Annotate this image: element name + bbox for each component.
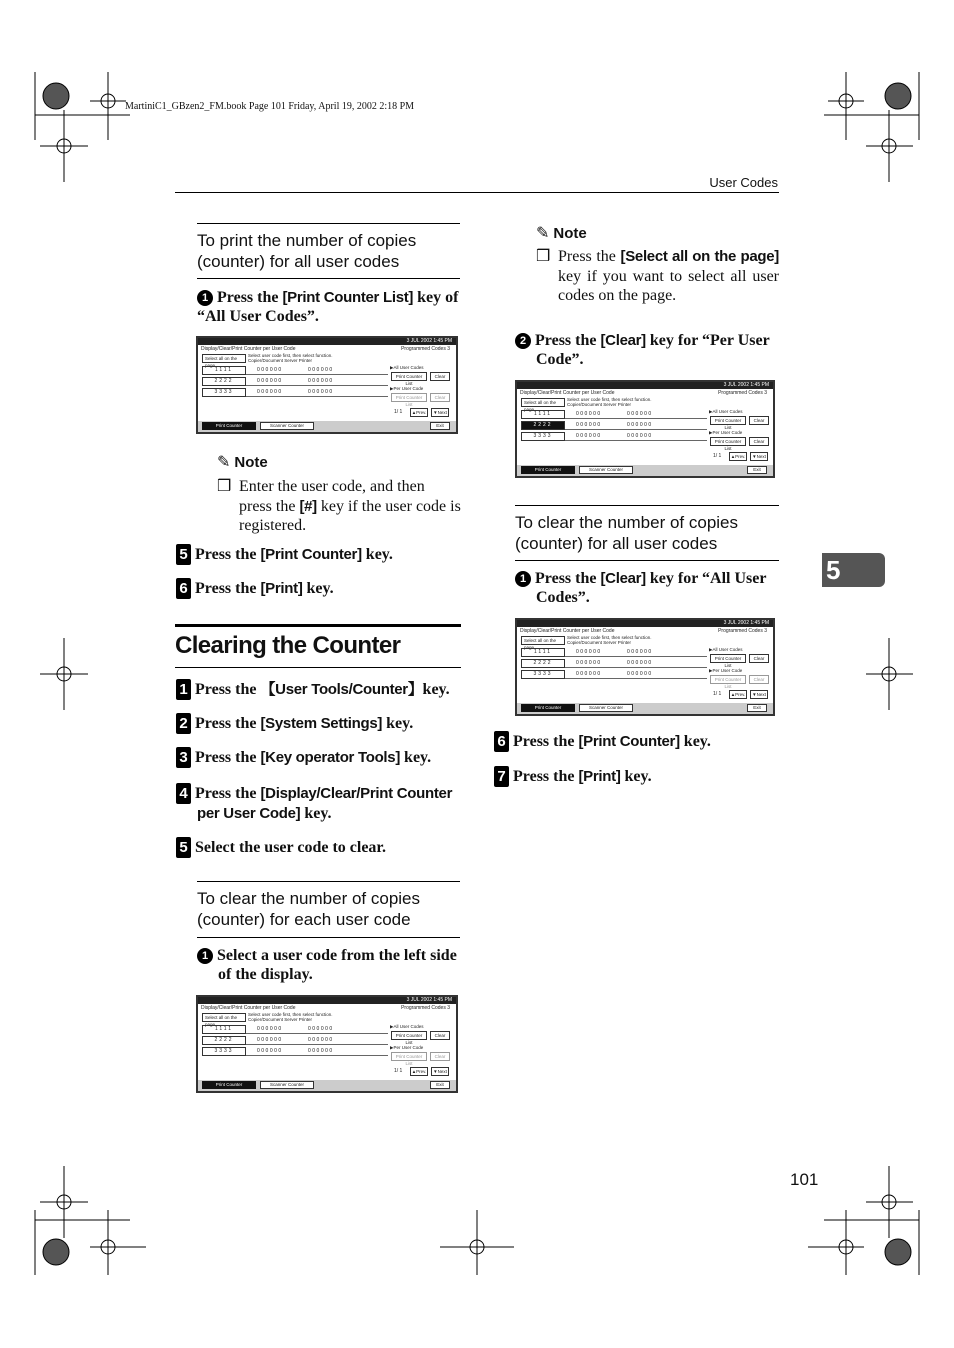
exit-button[interactable]: Exit — [747, 704, 767, 712]
step-select-user-code: 1 Select a user code from the left side of the display. — [197, 946, 462, 984]
step-number: 4 — [176, 783, 191, 804]
clear-step-1: 1 Press the 【User Tools/Counter】key. — [176, 679, 450, 700]
clear-all-button[interactable]: Clear — [430, 1031, 450, 1040]
step-number: 6 — [176, 578, 191, 599]
clear-per-button[interactable]: Clear — [749, 675, 769, 684]
heading-rule-bottom — [175, 667, 461, 668]
step-clear-per-user: 2 Press the [Clear] key for “Per User Code”. — [515, 331, 779, 369]
step-5-print-counter: 5 Press the [Print Counter] key. — [176, 544, 393, 565]
step-number: 2 — [176, 713, 191, 734]
programmed-codes: Programmed Codes 3 — [401, 1005, 450, 1011]
print-counter-tab[interactable]: Print Counter — [202, 1081, 256, 1089]
page-indicator: 1/ 1 — [713, 691, 722, 697]
print-counter-list-per-button[interactable]: Print Counter List — [391, 393, 427, 402]
prev-button[interactable]: ▲Prev. — [730, 692, 746, 697]
step-6-print: 6 Press the [Print] key. — [176, 578, 334, 599]
screen-counter-display-1 — [196, 336, 458, 434]
user-code-row[interactable]: 2222 000000 000000 — [202, 1036, 388, 1045]
key-label: [Select all on the page] — [620, 248, 780, 265]
status-bar: 3 JUL 2002 1:45 PM — [517, 382, 773, 389]
subhead-rule-bottom — [197, 937, 460, 938]
user-code-row[interactable]: 2222 000000 000000 — [202, 377, 388, 386]
clear-per-button[interactable]: Clear — [430, 1052, 450, 1061]
step-number: 7 — [494, 766, 509, 787]
key-label: [Print] — [578, 768, 621, 785]
note-text-2: ❒ Press the [Select all on the page] key if you want to select all user codes on the page. — [536, 248, 780, 304]
print-counter-tab[interactable]: Print Counter — [521, 466, 575, 474]
clear-all-button[interactable]: Clear — [749, 654, 769, 663]
select-all-button[interactable]: Select all on the page — [202, 354, 246, 363]
instruction: Select user code first, then select function. Copier/Document Server Printer — [567, 397, 652, 407]
print-counter-tab[interactable]: Print Counter — [521, 704, 575, 712]
print-counter-list-per-button[interactable]: Print Counter List — [710, 675, 746, 684]
key-label: [Print] — [260, 580, 303, 597]
page-number: 101 — [790, 1170, 819, 1189]
prev-button[interactable]: ▲Prev. — [411, 1069, 427, 1074]
clear-per-button[interactable]: Clear — [430, 393, 450, 402]
heading-rule-top — [175, 624, 461, 627]
programmed-codes: Programmed Codes 3 — [718, 390, 767, 396]
user-code-row[interactable]: 2222 000000 000000 — [521, 659, 707, 668]
user-code-row[interactable]: 3333 000000 000000 — [202, 388, 388, 397]
select-all-button[interactable]: Select all on the page — [521, 398, 565, 407]
exit-button[interactable]: Exit — [430, 422, 450, 430]
subhead-clear-all: To clear the number of copies (counter) for all user codes — [515, 513, 739, 553]
pencil-icon: ✎ — [536, 225, 550, 242]
user-code-row[interactable]: 3333 000000 000000 — [521, 432, 707, 441]
select-all-button[interactable]: Select all on the page — [202, 1013, 246, 1022]
subhead-rule-bottom — [515, 560, 779, 561]
scanner-counter-tab[interactable]: Scanner Counter — [579, 704, 633, 712]
page-indicator: 1/ 1 — [394, 409, 403, 415]
screen-title: Display/Clear/Print Counter per User Code — [201, 1005, 296, 1011]
next-button[interactable]: ▼Next — [431, 1067, 449, 1076]
step-print-counter-list: 1 Press the [Print Counter List] key of “All User Codes”. — [197, 289, 459, 325]
running-title: User Codes — [709, 175, 778, 190]
print-counter-list-button[interactable]: Print Counter List — [391, 1031, 427, 1040]
note-text-1: ❒ Enter the user code, and then press the [#] key if the user code is registered. — [217, 478, 461, 534]
subhead-rule-bottom — [197, 278, 460, 279]
instruction: Select user code first, then select function. Copier/Document Server Printer — [248, 1012, 333, 1022]
screen-counter-display-3 — [515, 380, 775, 478]
programmed-codes: Programmed Codes 3 — [401, 346, 450, 352]
note-block-2 — [536, 223, 587, 243]
all-user-codes-label: ▶All User Codes — [390, 365, 424, 370]
all-user-codes-label: ▶All User Codes — [390, 1024, 424, 1029]
header-rule — [175, 192, 779, 193]
user-code-row[interactable]: 1111 000000 000000 — [202, 366, 388, 375]
scanner-counter-tab[interactable]: Scanner Counter — [260, 422, 314, 430]
note-title: Note — [553, 225, 587, 242]
clear-step-5: 5 Select the user code to clear. — [176, 837, 386, 858]
print-counter-list-per-button[interactable]: Print Counter List — [391, 1052, 427, 1061]
instruction: Select user code first, then select function. Copier/Document Server Printer — [567, 635, 652, 645]
step-number: 1 — [515, 571, 531, 587]
user-code-row[interactable]: 3333 000000 000000 — [202, 1047, 388, 1056]
prev-button[interactable]: ▲Prev. — [411, 410, 427, 415]
screen-counter-display-4 — [515, 618, 775, 716]
clear-all-button[interactable]: Clear — [430, 372, 450, 381]
all-user-codes-label: ▶All User Codes — [709, 409, 743, 414]
step-number: 1 — [176, 679, 191, 700]
screen-title: Display/Clear/Print Counter per User Code — [520, 390, 615, 396]
print-counter-list-per-button[interactable]: Print Counter List — [710, 437, 746, 446]
clear-all-button[interactable]: Clear — [749, 416, 769, 425]
page-indicator: 1/ 1 — [394, 1068, 403, 1074]
key-label: [System Settings] — [260, 715, 383, 732]
key-label: [Print Counter] — [578, 733, 680, 750]
exit-button[interactable]: Exit — [747, 466, 767, 474]
status-bar: 3 JUL 2002 1:45 PM — [198, 338, 456, 345]
per-user-code-label: ▶Per User Code — [390, 386, 424, 391]
print-counter-list-button[interactable]: Print Counter List — [710, 654, 746, 663]
step-number: 6 — [494, 731, 509, 752]
next-button[interactable]: ▼Next — [750, 690, 768, 699]
user-code-row[interactable]: 1111 000000 000000 — [521, 648, 707, 657]
per-user-code-label: ▶Per User Code — [709, 430, 743, 435]
per-user-code-label: ▶Per User Code — [709, 668, 743, 673]
exit-button[interactable]: Exit — [430, 1081, 450, 1089]
key-label: 【User Tools/Counter】 — [260, 681, 423, 698]
checkbox-icon: ❒ — [217, 478, 232, 495]
subhead-clear-each: To clear the number of copies (counter) for each user code — [197, 889, 421, 929]
section-heading: Clearing the Counter — [175, 632, 401, 659]
user-code-row[interactable]: 1111 000000 000000 — [521, 410, 707, 419]
page-indicator: 1/ 1 — [713, 453, 722, 459]
print-counter-list-button[interactable]: Print Counter List — [391, 372, 427, 381]
step-number: 1 — [197, 290, 213, 306]
key-label: [Print Counter List] — [282, 289, 414, 306]
note-title: Note — [234, 454, 268, 471]
all-user-codes-label: ▶All User Codes — [709, 647, 743, 652]
key-label: [Clear] — [600, 570, 646, 587]
key-label: [Print Counter] — [260, 546, 362, 563]
next-button[interactable]: ▼Next — [431, 408, 449, 417]
prev-button[interactable]: ▲Prev. — [730, 454, 746, 459]
status-bar: 3 JUL 2002 1:45 PM — [198, 997, 456, 1004]
key-label: [Key operator Tools] — [260, 749, 401, 766]
clear-step-4: 4 Press the [Display/Clear/Print Counter per User Code] key. — [176, 783, 462, 823]
step-clear-all-user: 1 Press the [Clear] key for “All User Codes”. — [515, 569, 779, 607]
subhead-rule-top — [197, 223, 460, 224]
user-code-row-selected[interactable]: 2222 000000 000000 — [521, 421, 707, 430]
subhead-print-all: To print the number of copies (counter) for all user codes — [197, 231, 417, 271]
subhead-rule-top — [515, 505, 779, 506]
per-user-code-label: ▶Per User Code — [390, 1045, 424, 1050]
pencil-icon: ✎ — [217, 454, 231, 471]
chapter-tab: 5 — [822, 553, 885, 587]
clear-step-3: 3 Press the [Key operator Tools] key. — [176, 747, 431, 768]
select-all-button[interactable]: Select all on the page — [521, 636, 565, 645]
step-number: 5 — [176, 837, 191, 858]
key-label: [Display/Clear/Print Counter per User Code] — [197, 785, 453, 822]
scanner-counter-tab[interactable]: Scanner Counter — [579, 466, 633, 474]
right-step-7: 7 Press the [Print] key. — [494, 766, 652, 787]
screen-title: Display/Clear/Print Counter per User Code — [201, 346, 296, 352]
instruction: Select user code first, then select function. Copier/Document Server Printer — [248, 353, 333, 363]
user-code-row[interactable]: 3333 000000 000000 — [521, 670, 707, 679]
file-info: MartiniC1_GBzen2_FM.book Page 101 Friday, April 19, 2002 2:18 PM — [125, 101, 415, 112]
key-label: [Clear] — [600, 332, 646, 349]
status-bar: 3 JUL 2002 1:45 PM — [517, 620, 773, 627]
screen-counter-display-2 — [196, 995, 458, 1093]
scanner-counter-tab[interactable]: Scanner Counter — [260, 1081, 314, 1089]
key-label: [#] — [299, 497, 317, 515]
print-counter-list-button[interactable]: Print Counter List — [710, 416, 746, 425]
print-counter-tab[interactable]: Print Counter — [202, 422, 256, 430]
next-button[interactable]: ▼Next — [750, 452, 768, 461]
note-block-1 — [217, 452, 268, 472]
step-number: 2 — [515, 333, 531, 349]
right-step-6: 6 Press the [Print Counter] key. — [494, 731, 711, 752]
screen-title: Display/Clear/Print Counter per User Code — [520, 628, 615, 634]
step-number: 3 — [176, 747, 191, 768]
step-number: 5 — [176, 544, 191, 565]
user-code-row[interactable]: 1111 000000 000000 — [202, 1025, 388, 1034]
subhead-rule-top — [197, 881, 460, 882]
clear-step-2: 2 Press the [System Settings] key. — [176, 713, 413, 734]
clear-per-button[interactable]: Clear — [749, 437, 769, 446]
checkbox-icon: ❒ — [536, 248, 551, 265]
programmed-codes: Programmed Codes 3 — [718, 628, 767, 634]
step-number: 1 — [197, 948, 213, 964]
